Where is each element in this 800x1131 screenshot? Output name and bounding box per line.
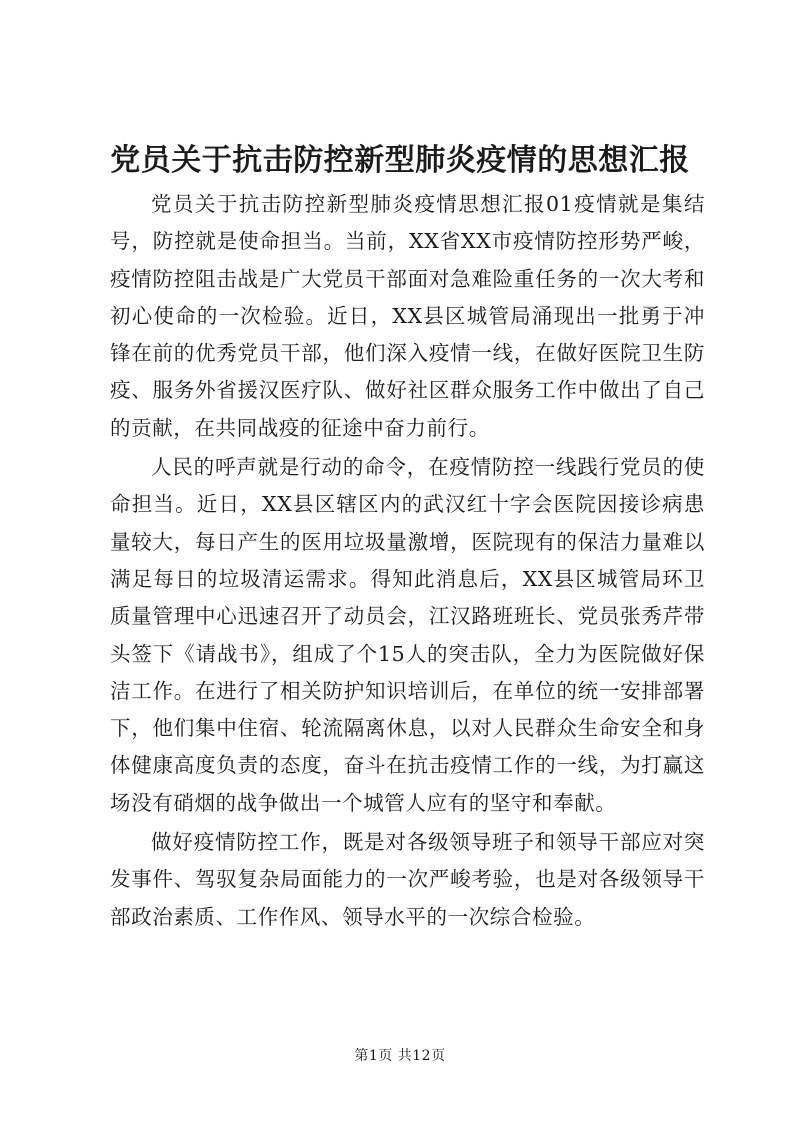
- page-number-footer: 第1页 共12页: [354, 1048, 446, 1064]
- page-title: 党员关于抗击防控新型肺炎疫情的思想汇报: [110, 143, 690, 178]
- paragraph-3: 做好疫情防控工作，既是对各级领导班子和领导干部应对突发事件、驾驭复杂局面能力的一次严峻考验，也是对各级领导干部政治素质、工作作风、领导水平的一次综合检验。: [110, 830, 705, 929]
- paragraph-1: 党员关于抗击防控新型肺炎疫情思想汇报01疫情就是集结号，防控就是使命担当。当前，XX省XX市疫情防控形势严峻，疫情防控阻击战是广大党员干部面对急难险重任务的一次大考和初心使命的一次检验。近日，XX县区城管局涌现出一批勇于冲锋在前的优秀党员干部，他们深入疫情一线，在做好医院卫生防疫、服务外省援汉医疗队、做好社区群众服务工作中做出了自己的贡献，在共同战疫的征途中奋力前行。: [110, 192, 705, 440]
- document-body: [110, 186, 705, 936]
- paragraph-2: 人民的呼声就是行动的命令，在疫情防控一线践行党员的使命担当。近日，XX县区辖区内的武汉红十字会医院因接诊病患量较大，每日产生的医用垃圾量激增，医院现有的保洁力量难以满足每日的垃圾清运需求。得知此消息后，XX县区城管局环卫质量管理中心迅速召开了动员会，江汉路班班长、党员张秀芹带头签下《请战书》，组成了个15人的突击队，全力为医院做好保洁工作。在进行了相关防护知识培训后，在单位的统一安排部署下，他们集中住宿、轮流隔离休息，以对人民群众生命安全和身体健康高度负责的态度，奋斗在抗击疫情工作的一线，为打赢这场没有硝烟的战争做出一个城管人应有的坚守和奉献。: [110, 455, 705, 815]
